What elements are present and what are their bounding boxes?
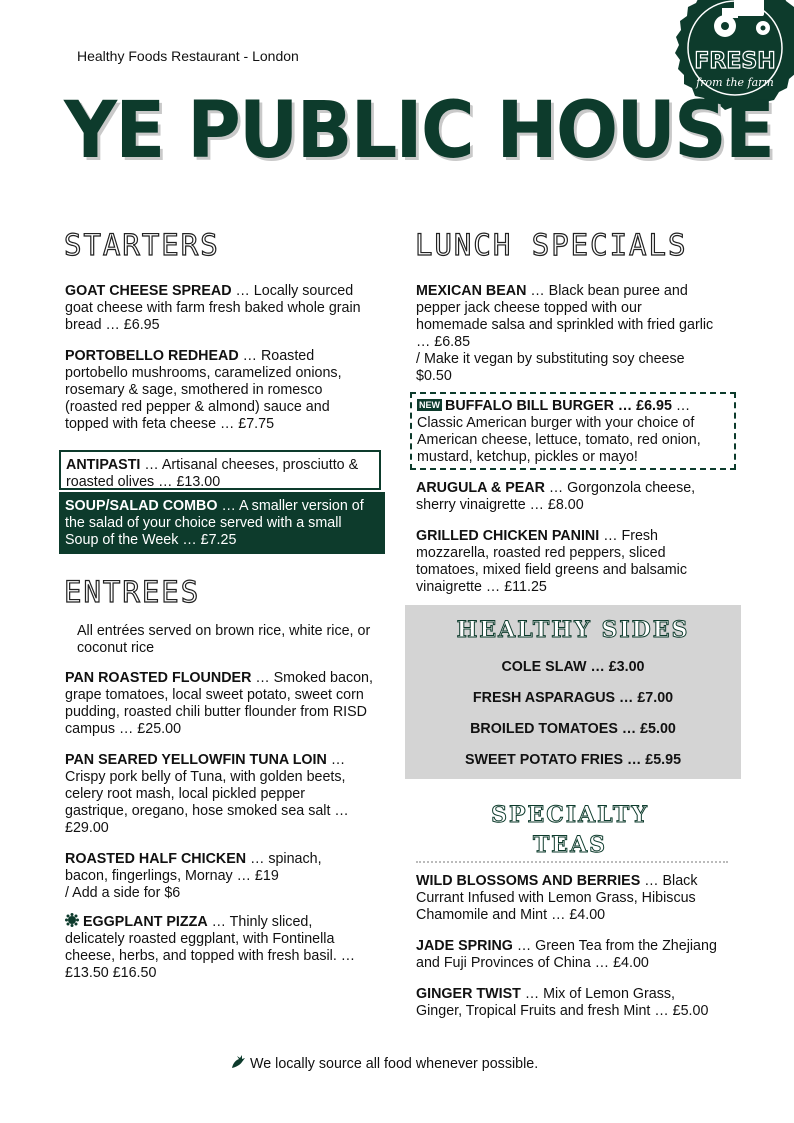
entrees-heading: ENTREES xyxy=(64,575,201,609)
item-desc: … Green Tea from the Zhejiang and Fuji Provinces of China … £4.00 xyxy=(416,938,717,971)
entree-item xyxy=(65,913,370,982)
item-desc: … Classic American burger with your choice of American cheese, lettuce, tomato, red onion, mustard, ketchup, pickles or mayo! xyxy=(417,398,701,465)
side-item: BROILED TOMATOES … £5.00 xyxy=(470,721,676,737)
item-desc: … Roasted portobello mushrooms, caramelized onions, rosemary & sage, smothered in romesco (roasted red pepper & almond) sauce and topped with feta cheese … £7.75 xyxy=(65,348,342,432)
item-name: JADE SPRING xyxy=(416,938,513,954)
leaf-hand-icon xyxy=(230,1054,246,1070)
item-name: GRILLED CHICKEN PANINI xyxy=(416,528,600,544)
item-desc: … spinach, bacon, fingerlings, Mornay … £19 xyxy=(65,851,322,884)
specialty-teas-heading xyxy=(410,800,730,860)
item-name: SOUP/SALAD COMBO xyxy=(65,498,218,514)
lunch-item xyxy=(416,528,711,596)
item-desc: … Fresh mozzarella, roasted red peppers, sliced tomatoes, mixed field greens and balsamic vinaigrette … £11.25 xyxy=(416,528,687,595)
item-desc: … Crispy pork belly of Tuna, with golden beets, celery root mash, local pickled pepper gastrique, oregano, hose smoked sea salt … £29.00 xyxy=(65,752,349,836)
item-extra: / Make it vegan by substituting soy cheese $0.50 xyxy=(416,351,685,384)
entrees-note: All entrées served on brown rice, white rice, or coconut rice xyxy=(77,623,371,656)
new-badge: NEW xyxy=(419,400,440,410)
flower-icon xyxy=(65,913,79,927)
starter-item xyxy=(65,348,375,433)
buffalo-burger-box xyxy=(410,392,736,470)
item-name: BUFFALO BILL BURGER … £6.95 xyxy=(445,398,672,414)
item-desc: … Artisanal cheeses, prosciutto & roasted olives … £13.00 xyxy=(66,457,359,490)
item-desc: … Black bean puree and pepper jack cheese topped with our homemade salsa and sprinkled with fried garlic … £6.85 xyxy=(416,283,714,350)
item-name: ANTIPASTI xyxy=(66,457,141,473)
teas-heading-line2: TEAS xyxy=(532,832,608,858)
entree-item xyxy=(65,752,365,837)
item-name: PAN ROASTED FLOUNDER xyxy=(65,670,252,686)
lunch-specials-heading: LUNCH SPECIALS xyxy=(415,228,688,262)
svg-text:from the farm: from the farm xyxy=(696,76,774,89)
item-name: PORTOBELLO REDHEAD xyxy=(65,348,239,364)
restaurant-title: YE PUBLIC HOUSE xyxy=(64,86,774,176)
restaurant-tagline: Healthy Foods Restaurant - London xyxy=(77,48,299,64)
item-desc: … Locally sourced goat cheese with farm fresh baked whole grain bread … £6.95 xyxy=(65,283,361,333)
item-name: WILD BLOSSOMS AND BERRIES xyxy=(416,873,641,889)
item-desc: … Mix of Lemon Grass, Ginger, Tropical Fruits and fresh Mint … £5.00 xyxy=(416,986,709,1019)
healthy-sides-panel xyxy=(405,605,741,779)
lunch-item xyxy=(416,283,716,385)
item-desc: … Gorgonzola cheese, sherry vinaigrette … £8.00 xyxy=(416,480,696,513)
item-name: EGGPLANT PIZZA xyxy=(83,914,208,930)
side-item: FRESH ASPARAGUS … £7.00 xyxy=(472,690,674,706)
item-name: GOAT CHEESE SPREAD xyxy=(65,283,232,299)
item-name: MEXICAN BEAN xyxy=(416,283,527,299)
side-item: COLE SLAW … £3.00 xyxy=(501,659,645,675)
item-name: GINGER TWIST xyxy=(416,986,521,1002)
footer-note xyxy=(230,1054,538,1072)
starters-heading: STARTERS xyxy=(64,228,220,262)
lunch-item xyxy=(417,398,727,466)
entree-item xyxy=(65,851,355,902)
tea-item xyxy=(416,873,721,924)
starter-item xyxy=(65,498,375,549)
lunch-item xyxy=(416,480,716,514)
antipasti-box xyxy=(59,450,381,490)
tea-item xyxy=(416,938,721,972)
footer-text: We locally source all food whenever possible. xyxy=(250,1056,539,1072)
starter-item xyxy=(65,283,375,334)
item-name: ARUGULA & PEAR xyxy=(416,480,545,496)
tea-item xyxy=(416,986,721,1020)
teas-heading-line1: SPECIALTY xyxy=(491,802,649,828)
starter-item xyxy=(66,457,376,491)
side-item: SWEET POTATO FRIES … £5.95 xyxy=(464,752,682,768)
item-extra: / Add a side for $6 xyxy=(65,885,181,901)
svg-text:FRESH: FRESH xyxy=(694,49,776,74)
item-desc: … A smaller version of the salad of your choice served with a small Soup of the Week … £7.25 xyxy=(65,498,364,548)
healthy-sides-heading: HEALTHY SIDES xyxy=(456,617,690,643)
teas-divider xyxy=(416,861,728,863)
item-desc: … Thinly sliced, delicately roasted eggplant, with Fontinella cheese, herbs, and topped with fresh basil. … £13.50 £16.50 xyxy=(65,914,356,981)
item-desc: … Smoked bacon, grape tomatoes, local sweet potato, sweet corn pudding, roasted chili butter flounder from RISD campus … £25.00 xyxy=(65,670,373,737)
item-name: PAN SEARED YELLOWFIN TUNA LOIN xyxy=(65,752,327,768)
soup-salad-box xyxy=(59,492,385,554)
entree-item xyxy=(65,670,375,738)
item-desc: … Black Currant Infused with Lemon Grass, Hibiscus Chamomile and Mint … £4.00 xyxy=(416,873,698,923)
item-name: ROASTED HALF CHICKEN xyxy=(65,851,247,867)
